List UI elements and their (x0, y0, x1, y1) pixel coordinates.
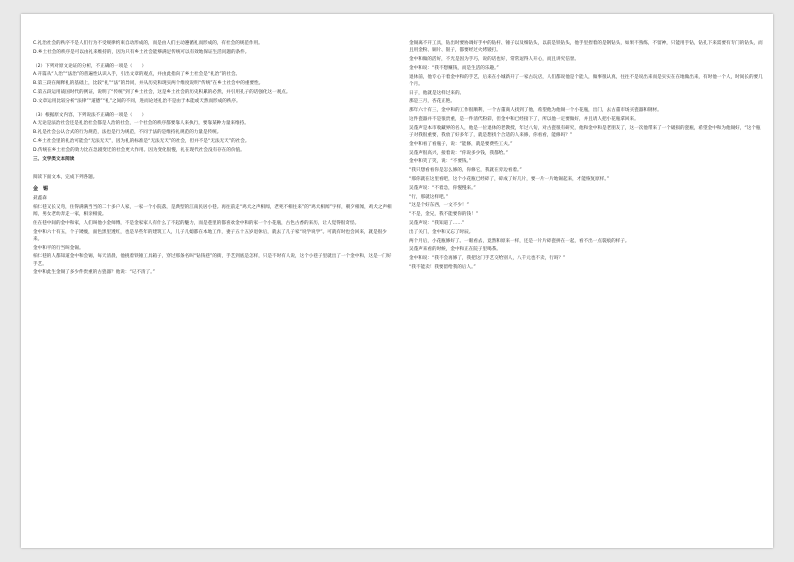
paragraph: 吴蓬声是本市收藏界的名人，他是一位退休的老教授，年过八旬，对古瓷很有研究，他和金中和是老朋友了，这一次他带来了一个破损的瓷瓶，希望金中和为他锡好，“这个瓶子对我很重要，我放了好多年了，就是想找个合适的人来修，你看看，能修吗？” (409, 125, 761, 138)
paragraph: “行，那就这样吧。” (409, 194, 449, 200)
paragraph: C.第五段运用战国时代的例证，说明了“传统”到了乡土社会，这是乡土社会的历史积累的必然，并引用孔子的话强化这一观点。 (33, 89, 291, 95)
paragraph: “那你就在这里看吧，这个小花瓶已经碎了，碎成了好几片，要一片一片地锡起来，才能恢复原样。” (409, 176, 609, 182)
paragraph: （3）根据原文内容，下列说法不正确的一项是（ ） (33, 112, 147, 118)
paragraph: 那年六十有三，金中和的工作很顺利，一个古董商人找到了他，希望他为他锡一个小花瓶，出门，去古董市场买瓷器和钢材。 (409, 108, 662, 114)
paragraph: 金中和笑了笑，说：“不要钱。” (409, 159, 472, 165)
paragraph: B.第三段在阐释礼的基础上，比较“礼”“法”的异同，并从历史和现实两个维度说明“传统”在乡土社会中的重要性。 (33, 81, 264, 87)
story-title: 金 锡 (33, 186, 49, 193)
paragraph: 金锡离不开工具，钻出时要协调好手中的钻杆、锤子以及细钻头，以前是铁钻头，他手里捏着的是钢钻头，如果不熟练，不留神，只能用手钻，钻孔下来需要有专门的钻头，而且用金粉、铜片、银子，都要经过火烤锻打。 (409, 41, 763, 54)
paragraph: 两个月后，小花瓶修好了。一眼看去，竟然和原来一样，还是一片片碎瓷拼在一起，看不出一点裂痕的样子。 (409, 238, 630, 244)
paragraph: 退休前，他专心干着金中和的手艺，后来在小城新开了一家古玩店，人们都说他是个能人，做事很认真，往往不是说出来而是实实在在地做出来，有时他一个人，时间长的要几个月。 (409, 74, 763, 87)
paragraph: “我不能卖！我要留给我的后人。” (409, 264, 476, 270)
paragraph: 那是三月，杏花正艳。 (409, 99, 455, 105)
paragraph: D.文章运用比较分析“法律”“道德”“礼”之间的不同，进而论述礼治不是由于本能或天然而形成的秩序。 (33, 98, 241, 104)
paragraph: B.礼是社会公认合式的行为规范，法也是行为规范，不同于法的是维持礼规范的力量是传统。 (33, 130, 222, 136)
paragraph: 吴蓬声说：“不着急，你慢慢来。” (409, 185, 476, 191)
paragraph: 住在巷中间的金中和家，人们叫他小金师傅，不是金家家人有什么了不起的魅力，而是巷里的都喜欢金中和的家一个小花瓶，古色古香的来历，让人觉得很奇怪。 (33, 220, 360, 226)
paragraph: 金中和六十有五，个子矮瘦，面色黑里透红，也是早些年的建筑工人，儿子儿媳都在本地工作，妻子五十五岁退休后，就去了儿子家“说学说学”。可就有时也会回来，就是很少来。 (33, 229, 387, 242)
paragraph: A.开篇从“人治”“法治”的普遍性认识入手，引出文章的观点，并由此指向了乡土社会是“礼治”的社会。 (33, 72, 241, 78)
paragraph: “我只想看看你是怎么修的，你修它，我就在旁边看着。” (409, 168, 522, 174)
paragraph: （2）下列对原文论证的分析，不正确的一项是（ ） (33, 63, 147, 69)
paragraph: 金中和平的行当叫金锡。 (33, 245, 84, 251)
paragraph: 金中和做的活好，不光是因为手巧，说的话也好，常常逗得人开心，而且讲究信誉。 (409, 57, 579, 62)
paragraph: 金中和说：“我不想赚钱，而是生活的乐趣。” (409, 65, 499, 71)
paragraph: 吴蓬声很高兴，接着说：“你说多少钱，我都给。” (409, 150, 508, 156)
paragraph: 出了关门，金中和又忘了时辰。 (409, 229, 474, 235)
paragraph: C.礼治社会的秩序不是人们行为不受规律约束自动形成的，而是由人们主动遵循礼而形成的，有社会的规范作用。 (33, 41, 263, 46)
section-heading: 三、文学类文本阅读 (33, 156, 75, 162)
paragraph: 金中和说：“我不会再修了，我把这门手艺交给别人，八千元也不卖，行吗？” (409, 256, 566, 262)
paragraph: D.乡土社会的秩序是可以由礼来维持的，因为只有乡土社会能够满足传统可以有效地保证生活问题的条件。 (33, 49, 250, 55)
story-author: 聂鑫森 (33, 195, 47, 201)
paragraph: 日子，他就是这样过来的。 (409, 90, 465, 96)
paragraph: 金中和看了看瓶子，说：“能修，就是要费些工夫。” (409, 141, 513, 147)
paragraph: 这件瓷器并不是很贵重，是一件清代粉彩，但金中和已经接下了，所以他一定要做好，并且请人把小花瓶拿回来。 (409, 116, 639, 122)
left-column (33, 40, 395, 278)
paragraph: D.传统在乡土社会的效力比在急剧变迁的社会更大作用。因为变化很慢，礼在现代社会没有存在的价值。 (33, 147, 245, 153)
paragraph: 柏仁巷又长又弯，住得满满当当的二十多户人家，一家一个小院落，是典型的江南民居小巷。再往前走“鸡犬之声相闻，老死不相往来”的“鸡犬相闻”字样，朝夕相闻，鸡犬之声相闻，男女老幼奔走一家，相亲相爱。 (33, 204, 392, 217)
paragraph: “这是个好东西，一文不少！” (409, 203, 469, 209)
paragraph: 吴蓬声说：“我知道了……” (409, 220, 465, 226)
document-page (21, 14, 773, 548)
paragraph: “不是，金兄，我不能要你的钱！” (409, 212, 479, 218)
paragraph: C.乡土社会里的礼治可能会“无法无天”，因为礼的标准是“无法无天”的社会，但并不是“无法无天”的社会。 (33, 138, 250, 144)
paragraph: 柏仁巷的人都知道金中和会锡，每天清晨，他挑着铁锤工具箱子，穿过那条名叫“钻钱巷”的街，手艺到底是怎样，只是不时有人说，这个小巷子里就出了一个金中和，这是一门好手艺。 (33, 254, 392, 267)
paragraph: 吴蓬声来看的时候，金中和正在院子里喝茶。 (409, 247, 501, 253)
paragraph: A.无论是法治社会还是礼治社会都是人治的社会，一个社会的秩序都要靠人来执行，要靠某种力量来维持。 (33, 121, 249, 127)
right-column (409, 40, 763, 273)
paragraph: 阅读下面文本，完成下列各题。 (33, 175, 98, 181)
paragraph: 金中和此生金锡了多少件贵重的古瓷器？他说：“记不清了。” (33, 270, 155, 276)
